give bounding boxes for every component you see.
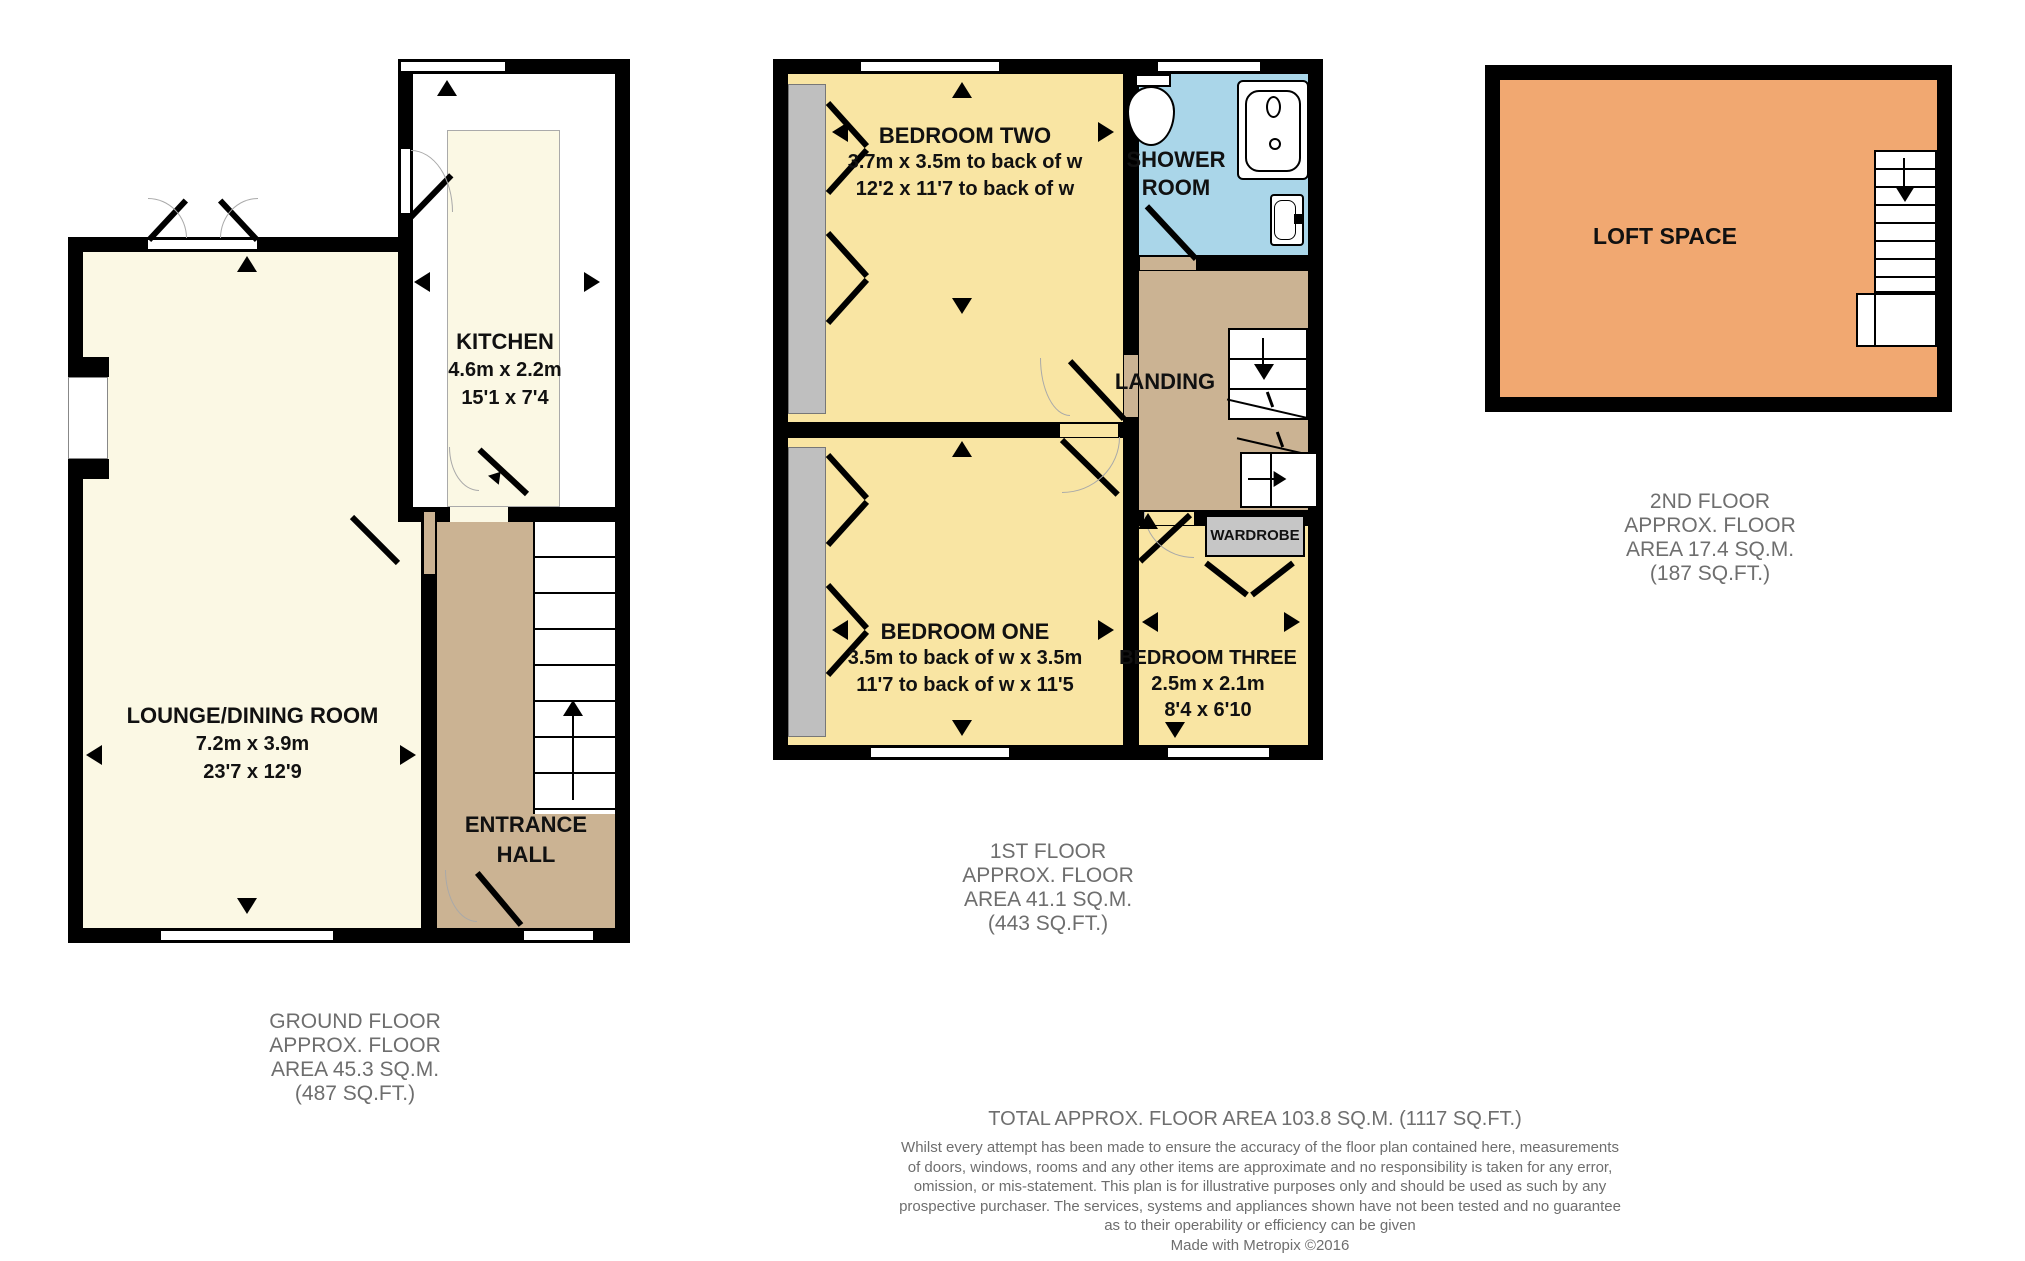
chimney-stub-top bbox=[83, 357, 109, 377]
door-opening-kitchen-hall bbox=[450, 507, 508, 522]
dimension-arrow-down bbox=[1165, 722, 1185, 738]
dimension-arrow-up bbox=[1138, 513, 1158, 529]
metropix-credit: Made with Metropix ©2016 bbox=[1170, 1236, 1350, 1254]
stairs-direction-line bbox=[572, 716, 574, 800]
toilet-tank-icon bbox=[1135, 74, 1171, 87]
front-door-opening bbox=[523, 930, 594, 941]
stairs-down-arrow-icon bbox=[1254, 364, 1274, 380]
bedroom-one-label bbox=[800, 618, 1130, 699]
room-dims-metric: 4.6m x 2.2m bbox=[448, 359, 562, 381]
room-name: LOFT SPACE bbox=[1593, 223, 1737, 249]
stairs-ground-to-first bbox=[533, 522, 615, 814]
dimension-arrow-left bbox=[414, 272, 430, 292]
bedroom-three-label bbox=[1108, 645, 1308, 723]
landing-label bbox=[1085, 368, 1245, 396]
lounge-french-door-opening bbox=[147, 239, 258, 250]
shower-room-window bbox=[1157, 61, 1261, 72]
room-name: HALL bbox=[496, 842, 556, 867]
door-opening-shower bbox=[1140, 257, 1196, 270]
dimension-arrow-down bbox=[237, 898, 257, 914]
stairs-divider bbox=[1270, 452, 1272, 508]
room-dims-metric: 3.5m to back of w x 3.5m bbox=[847, 647, 1083, 669]
room-lounge bbox=[68, 237, 436, 943]
door-opening-lounge-hall bbox=[424, 512, 435, 574]
stairs-right-arrow-icon bbox=[1274, 471, 1287, 487]
room-name: LOUNGE/DINING ROOM bbox=[126, 703, 379, 728]
stairs-divider bbox=[1874, 293, 1876, 347]
sink-tap-icon bbox=[1294, 214, 1302, 224]
room-dims-metric: 3.7m x 3.5m to back of w bbox=[847, 151, 1083, 173]
kitchen-window bbox=[400, 61, 506, 72]
door-opening-bedroom-one bbox=[1060, 424, 1118, 437]
room-name: ENTRANCE bbox=[464, 812, 588, 837]
room-dims-metric: 7.2m x 3.9m bbox=[195, 733, 310, 755]
room-name: ROOM bbox=[1141, 175, 1211, 200]
wardrobe-label: WARDROBE bbox=[1210, 527, 1300, 544]
room-name: KITCHEN bbox=[456, 329, 554, 354]
stairs-direction-line bbox=[1903, 158, 1905, 188]
stairs-direction-line bbox=[1248, 478, 1274, 480]
second-floor-area-label: 2ND FLOOR APPROX. FLOOR AREA 17.4 SQ.M. (187 SQ.FT.) bbox=[1624, 490, 1796, 585]
bedroom-three-window bbox=[1167, 747, 1270, 758]
dimension-arrow-up bbox=[952, 441, 972, 457]
bedroom-one-window bbox=[870, 747, 1010, 758]
room-dims-imperial: 12'2 x 11'7 to back of w bbox=[855, 178, 1075, 200]
ground-floor-area-label: GROUND FLOOR APPROX. FLOOR AREA 45.3 SQ.M. (487 SQ.FT.) bbox=[269, 1010, 441, 1105]
stairs-down-arrow-icon bbox=[1895, 186, 1915, 202]
shower-room-label bbox=[1076, 146, 1276, 202]
dimension-arrow-up bbox=[237, 256, 257, 272]
bath-tap-icon bbox=[1266, 96, 1281, 118]
chimney-recess bbox=[68, 377, 108, 459]
room-name: BEDROOM ONE bbox=[880, 619, 1050, 644]
loft-label bbox=[1500, 222, 1830, 250]
chimney-stub-bottom bbox=[83, 459, 109, 479]
disclaimer-text: Whilst every attempt has been made to ensure the accuracy of the floor plan contained here, measurements of doors, windows, rooms and any other items are approximate and no responsibility is taken for any error, omission, or mis-statement. This plan is for illustrative purposes only and should be used as such by any prospective purchaser. The services, systems and appliances shown have not been tested and no guarantee as to their operability or efficiency can be given Made with Metropix ©2016 bbox=[690, 1138, 1830, 1255]
dimension-arrow-up bbox=[952, 82, 972, 98]
room-dims-imperial: 23'7 x 12'9 bbox=[203, 761, 302, 783]
stairs-loft-landing-box bbox=[1856, 293, 1937, 347]
room-name: BEDROOM TWO bbox=[878, 123, 1052, 148]
kitchen-side-door-opening bbox=[400, 148, 411, 214]
dimension-arrow-up bbox=[437, 80, 457, 96]
total-floor-area: TOTAL APPROX. FLOOR AREA 103.8 SQ.M. (1117 SQ.FT.) bbox=[988, 1108, 1522, 1130]
room-dims-imperial: 11'7 to back of w x 11'5 bbox=[856, 674, 1074, 696]
stairs-direction-line bbox=[1262, 338, 1264, 366]
lounge-window bbox=[160, 930, 334, 941]
dimension-arrow-right bbox=[584, 272, 600, 292]
room-name: SHOWER bbox=[1126, 147, 1226, 172]
wardrobe-box bbox=[1205, 515, 1305, 557]
room-dims-imperial: 15'1 x 7'4 bbox=[461, 387, 549, 409]
dimension-arrow-down bbox=[952, 298, 972, 314]
room-name: BEDROOM THREE bbox=[1119, 647, 1297, 669]
stairs-up-arrow-icon bbox=[563, 700, 583, 716]
kitchen-label bbox=[400, 328, 610, 412]
dimension-arrow-down bbox=[952, 720, 972, 736]
room-dims-metric: 2.5m x 2.1m bbox=[1151, 673, 1265, 695]
stairs-loft bbox=[1874, 150, 1937, 293]
first-floor-area-label: 1ST FLOOR APPROX. FLOOR AREA 41.1 SQ.M. (443 SQ.FT.) bbox=[962, 840, 1134, 935]
bedroom-two-window bbox=[860, 61, 1000, 72]
room-name: LANDING bbox=[1114, 369, 1216, 394]
sink-basin-inner bbox=[1274, 200, 1296, 240]
dimension-arrow-left bbox=[1142, 612, 1158, 632]
entrance-hall-label bbox=[437, 810, 615, 870]
room-dims-imperial: 8'4 x 6'10 bbox=[1164, 699, 1252, 721]
lounge-label bbox=[85, 702, 420, 786]
dimension-arrow-right bbox=[1284, 612, 1300, 632]
